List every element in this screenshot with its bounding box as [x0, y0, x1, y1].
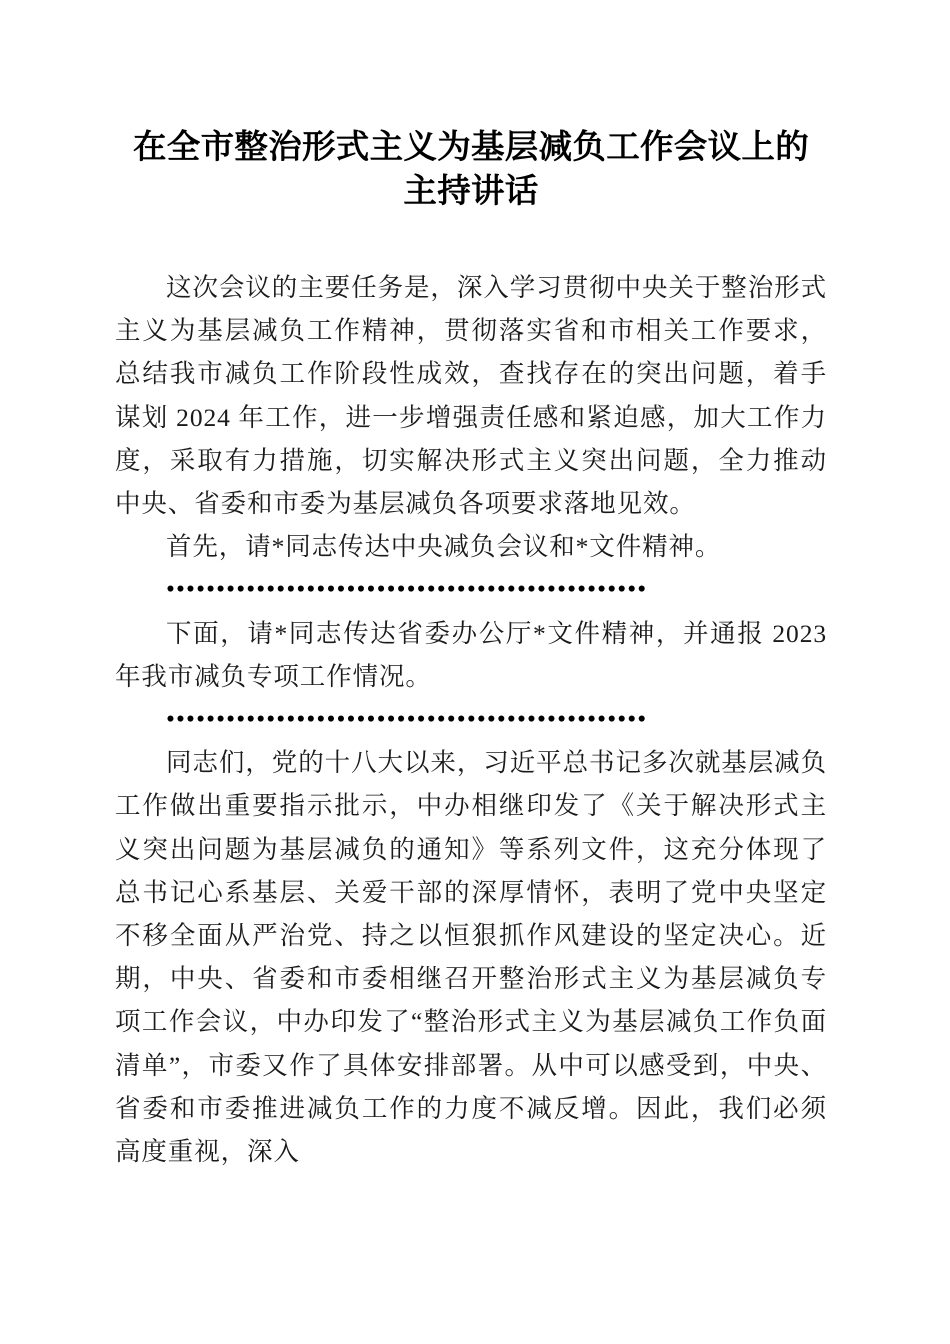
paragraph-first-agenda: 首先，请*同志传达中央减负会议和*文件精神。	[166, 532, 722, 562]
dotted-separator-dots: ••••••••••••••••••••••••••••••••••••••••••••••••	[166, 704, 648, 734]
dotted-separator-dots: ••••••••••••••••••••••••••••••••••••••••••••••••	[166, 574, 648, 604]
page-title-line-1: 在全市整治形式主义为基层减负工作会议上的	[133, 129, 809, 166]
dotted-separator-1	[115, 568, 827, 611]
paragraph-main-address: 同志们，党的十八大以来，习近平总书记多次就基层减负工作做出重要指示批示，中办相继印发了《关于解决形式主义突出问题为基层减负的通知》等系列文件，这充分体现了总书记心系基层、关爱干部的深厚情怀，表明了党中央坚定不移全面从严治党、持之以恒狠抓作风建设的坚定决心。近期，中央、省委和市委相继召开整治形式主义为基层减负专项工作会议，中办印发了“整治形式主义为基层减负工作负面清单”，市委又作了具体安排部署。从中可以感受到，中央、省委和市委推进减负工作的力度不减反增。因此，我们必须高度重视，深入	[115, 748, 827, 1167]
paragraph-second-agenda: 下面，请*同志传达省委办公厅*文件精神，并通报 2023 年我市减负专项工作情况。	[115, 618, 827, 691]
page-title-line-2: 主持讲话	[403, 173, 539, 210]
dotted-separator-2	[115, 698, 827, 741]
page-title	[115, 0, 827, 214]
document-body	[115, 0, 827, 1173]
paragraph-meeting-tasks: 这次会议的主要任务是，深入学习贯彻中央关于整治形式主义为基层减负工作精神，贯彻落实省和市相关工作要求，总结我市减负工作阶段性成效，查找存在的突出问题，着手谋划 2024 年工作，进一步增强责任感和紧迫感，加大工作力度，采取有力措施，切实解决形式主义突出问题，全力推动中央、省委和市委为基层减负各项要求落地见效。	[115, 273, 827, 519]
